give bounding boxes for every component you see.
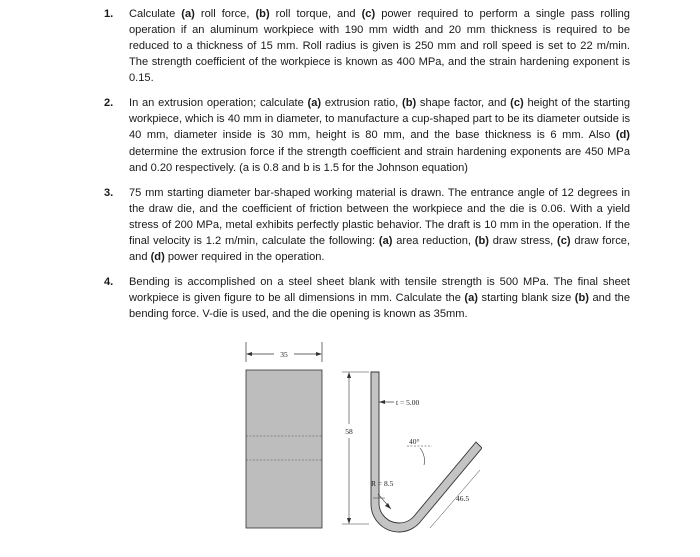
problem-number: 3. <box>104 186 114 199</box>
radius-label: R = 8.5 <box>371 479 394 488</box>
problem-text: area reduction, <box>392 234 475 247</box>
part-marker: (a) <box>181 8 195 20</box>
problem-text: starting blank size <box>477 291 575 304</box>
part-marker: (c) <box>510 97 524 110</box>
angle-annotation <box>407 437 432 465</box>
problem-text: 75 mm starting diameter bar-shaped working material is drawn. The entrance angle of 12 degrees in the draw die, and the coefficient of friction between the workpiece and the die is 0.06. With a yield stress of 200 MPa, metal exhibits perfectly plastic behavior. The draft is 10 mm in the operation. If the final velocity is 1.2 m/min, calculate the following: <box>129 186 630 247</box>
bending-figure <box>222 338 482 538</box>
problem-3 <box>100 185 630 265</box>
problem-4 <box>100 274 630 322</box>
die-block <box>246 370 322 528</box>
height-dimension <box>342 372 369 524</box>
part-marker: (a) <box>307 97 322 110</box>
die-width-dimension <box>246 342 322 362</box>
problem-1 <box>100 6 630 86</box>
part-marker: (d) <box>615 129 630 142</box>
part-marker: (c) <box>361 8 376 20</box>
bent-sheet <box>371 372 482 532</box>
problem-text: draw stress, <box>488 234 558 247</box>
part-marker: (b) <box>574 291 589 304</box>
problem-text: roll force, <box>194 8 256 20</box>
part-marker: (b) <box>402 97 417 110</box>
problem-2 <box>100 95 630 175</box>
problem-text: draw force, and <box>129 234 630 263</box>
height-label: 58 <box>345 427 353 436</box>
problem-number: 4. <box>104 275 114 288</box>
die-width-label: 35 <box>280 350 288 359</box>
part-marker: (b) <box>255 8 270 20</box>
problem-text: Calculate <box>129 8 182 20</box>
part-marker: (b) <box>474 234 489 247</box>
problem-text: In an extrusion operation; calculate <box>129 97 308 110</box>
length-label: 46.5 <box>456 494 470 503</box>
problem-text: power required to perform a single pass rolling operation if an aluminum workpiece with 190 mm width and 20 mm thickness is required to be reduced to a thickness of 15 mm. Roll radius is given is 250 mm and roll speed is set to 22 m/min. The strength coefficient of the workpiece is known as 400 MPa, and the strain hardening exponent is 0.15. <box>129 8 630 85</box>
thickness-dimension <box>379 398 419 407</box>
problem-text: power required in the operation. <box>164 250 325 263</box>
problem-text: shape factor, and <box>416 97 511 110</box>
problem-list <box>100 6 630 322</box>
problem-text: height of the starting workpiece, which is 40 mm in diameter, to manufacture a cup-shaped part to be its diameter outside is 40 mm, diameter inside is 30 mm, height is 80 mm, and the base thickness is 6 mm. Also <box>129 97 630 142</box>
problem-text: roll torque, and <box>269 8 362 20</box>
problem-number: 2. <box>104 97 114 110</box>
part-marker: (d) <box>150 250 165 263</box>
part-marker: (a) <box>378 234 393 247</box>
problem-text: Bending is accomplished on a steel sheet blank with tensile strength is 500 MPa. The final sheet workpiece is given figure to be all dimensions in mm. Calculate the <box>129 275 630 304</box>
problem-text: extrusion ratio, <box>321 97 402 110</box>
problem-number: 1. <box>104 8 114 20</box>
part-marker: (c) <box>557 234 571 247</box>
angle-label: 40° <box>409 437 420 446</box>
part-marker: (a) <box>464 291 478 304</box>
problem-text: determine the extrusion force if the strength coefficient and strain hardening exponents are 450 MPa and 0.20 respectively. (a is 0.8 and b is 1.5 for the Johnson equation) <box>129 145 630 174</box>
problem-text: and the bending force. V-die is used, and the die opening is known as 35mm. <box>129 291 630 320</box>
thickness-label: t = 5.00 <box>396 398 420 407</box>
